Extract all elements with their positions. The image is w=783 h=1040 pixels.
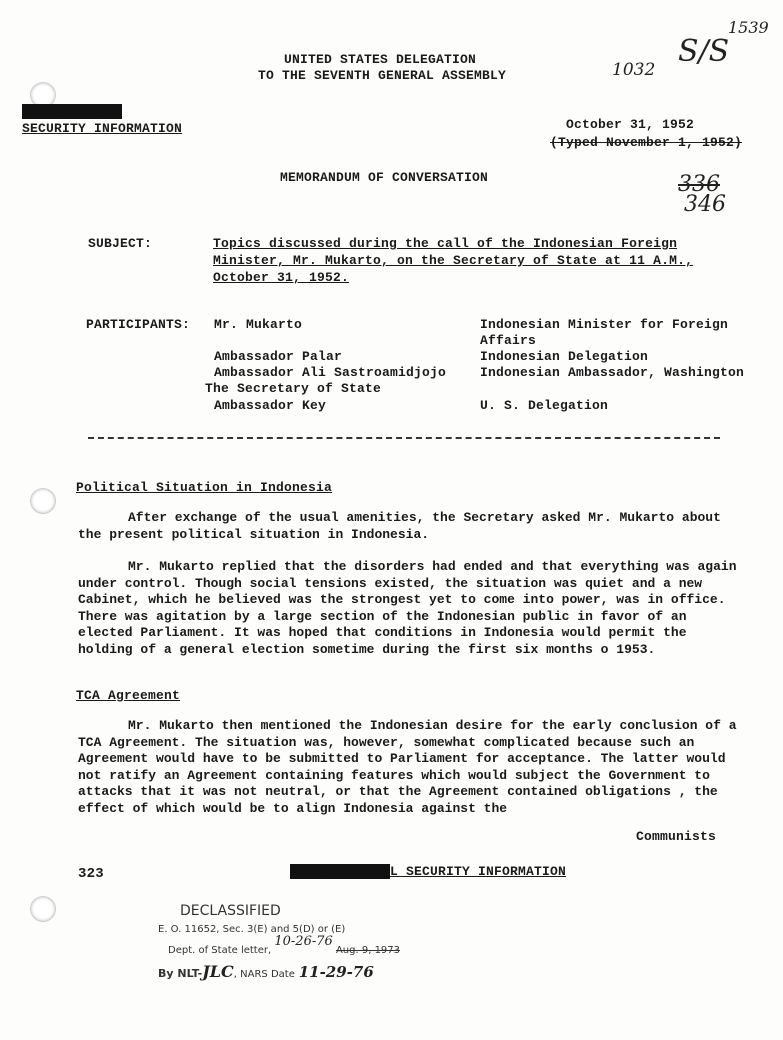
subject-line-1: Topics discussed during the call of the Indonesian Foreign <box>213 236 678 251</box>
declass-by-label: By NLT- <box>158 967 203 980</box>
declass-dept-date: 10-26-76 <box>274 934 333 949</box>
participant-role: Indonesian Ambassador, Washington <box>480 365 745 380</box>
section-heading-tca: TCA Agreement <box>76 688 181 703</box>
page-number-new: 346 <box>684 192 726 217</box>
declass-dept-label: Dept. of State letter, <box>168 945 272 956</box>
declass-dept-struck: Aug. 9, 1973 <box>335 945 401 956</box>
participant-role: Affairs <box>480 333 537 348</box>
security-information-top: SECURITY INFORMATION <box>22 121 183 136</box>
participant-role: U. S. Delegation <box>480 398 609 413</box>
separator-line <box>88 437 720 439</box>
participant-role: Indonesian Delegation <box>480 349 649 364</box>
declass-nars-date: 11-29-76 <box>298 963 374 981</box>
typed-date: (Typed November 1, 1952) <box>550 135 743 150</box>
declass-by-line <box>158 962 374 981</box>
delegation-line-1: UNITED STATES DELEGATION <box>284 52 477 67</box>
doc-number: 1032 <box>612 60 656 80</box>
catchword: Communists <box>636 829 717 844</box>
tca-paragraph-1: Mr. Mukarto then mentioned the Indonesian desire for the early conclusion of a TCA Agreement. The situation was, however, somewhat complicated because such an Agreement would have to be submitted to Parliament for acceptance. The latter would not ratify an Agreement containing features which would subject the Government to attacks that it was not neutral, or that the Agreement contained obligations , the effect of which would be to align Indonesia against the <box>78 718 737 816</box>
classification-top <box>22 104 122 119</box>
participants-label: PARTICIPANTS: <box>86 317 191 332</box>
punch-hole-bottom <box>30 896 56 922</box>
top-right-number: 1539 <box>728 18 769 37</box>
section-heading-political: Political Situation in Indonesia <box>76 480 333 495</box>
subject-line-3: October 31, 1952. <box>213 270 350 285</box>
political-paragraph-1: After exchange of the usual amenities, the Secretary asked Mr. Mukarto about the present political situation in Indonesia. <box>78 510 721 542</box>
classification-bottom-text: L SECURITY INFORMATION <box>390 864 567 879</box>
subject-label: SUBJECT: <box>88 236 153 251</box>
declass-eo-line: E. O. 11652, Sec. 3(E) and 5(D) or (E) <box>158 924 346 935</box>
declass-initials: JLC <box>202 962 234 981</box>
declass-nars-label: , NARS Date <box>233 969 295 980</box>
classification-redacted: CONFIDENTIAL <box>24 104 121 119</box>
classification-bottom-redacted: CONFIDENTIAL <box>292 864 389 879</box>
punch-hole-middle <box>30 488 56 514</box>
memo-title: MEMORANDUM OF CONVERSATION <box>280 170 489 185</box>
classification-bottom <box>290 864 566 879</box>
political-paragraph-2: Mr. Mukarto replied that the disorders had ended and that everything was again under control. Though social tensions existed, the situation was quiet and a new Cabinet, which he believed was the strongest yet to come into power, was in office. There was agitation by a large section of the Indonesian public in favor of an elected Parliament. It was hoped that conditions in Indonesia would permit the holding of a general election sometime during the first six months o 1953. <box>78 559 737 657</box>
declassified-title: DECLASSIFIED <box>180 903 281 919</box>
memo-date: October 31, 1952 <box>566 117 695 132</box>
page-number-old: 336 <box>678 172 720 197</box>
participant-role: Indonesian Minister for Foreign <box>480 317 729 332</box>
declass-dept-line <box>168 934 401 957</box>
participant-name: Mr. Mukarto <box>214 317 303 332</box>
bottom-page-number: 323 <box>78 866 104 882</box>
participant-name: Ambassador Ali Sastroamidjojo <box>214 365 447 380</box>
subject-line-2: Minister, Mr. Mukarto, on the Secretary of State at 11 A.M., <box>213 253 694 268</box>
ss-mark: S/S <box>678 34 730 69</box>
participant-name: Ambassador Key <box>214 398 327 413</box>
participant-name: The Secretary of State <box>205 381 382 396</box>
delegation-line-2: TO THE SEVENTH GENERAL ASSEMBLY <box>258 68 507 83</box>
participant-name: Ambassador Palar <box>214 349 343 364</box>
